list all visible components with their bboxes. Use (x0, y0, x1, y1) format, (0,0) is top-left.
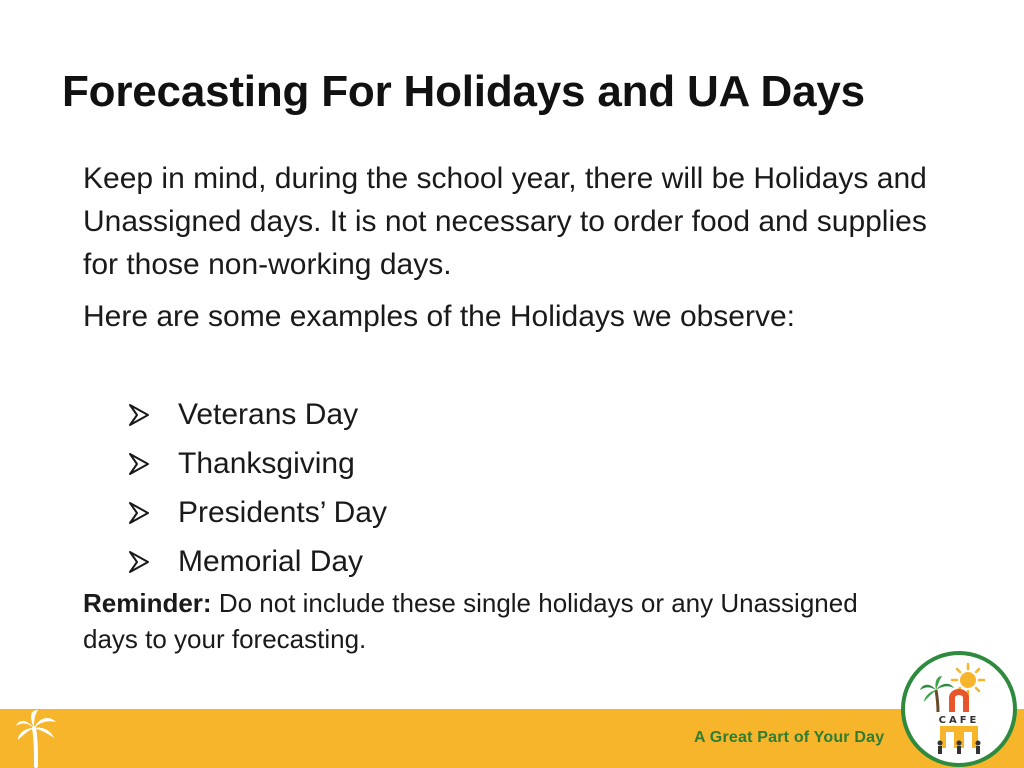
list-item (128, 537, 387, 586)
reminder-text: Do not include these single holidays or any Unassigned days to your forecasting. (83, 588, 858, 654)
holiday-label: Memorial Day (178, 544, 364, 578)
arrow-bullet-icon (128, 550, 150, 574)
list-item (128, 390, 387, 439)
list-item (128, 488, 387, 537)
logo-text: CAFE (938, 715, 980, 726)
holidays-intro-paragraph: Here are some examples of the Holidays we observe: (83, 300, 796, 333)
holiday-label: Presidents’ Day (178, 495, 387, 529)
reminder-label: Reminder: (83, 588, 212, 618)
reminder-note (83, 585, 883, 657)
arrow-bullet-icon (128, 403, 150, 427)
list-item (128, 439, 387, 488)
arrow-bullet-icon (128, 452, 150, 476)
holiday-label: Thanksgiving (178, 446, 355, 480)
palm-tree-icon (14, 708, 60, 768)
arrow-bullet-icon (128, 501, 150, 525)
slide-title: Forecasting For Holidays and UA Days (62, 67, 865, 116)
cafe-logo (900, 650, 1018, 768)
footer-tagline: A Great Part of Your Day (694, 729, 885, 746)
holiday-list (128, 390, 387, 586)
intro-paragraph: Keep in mind, during the school year, there will be Holidays and Unassigned days. It is not necessary to order food and supplies for those non-working days. (83, 162, 927, 281)
holiday-label: Veterans Day (178, 397, 359, 431)
